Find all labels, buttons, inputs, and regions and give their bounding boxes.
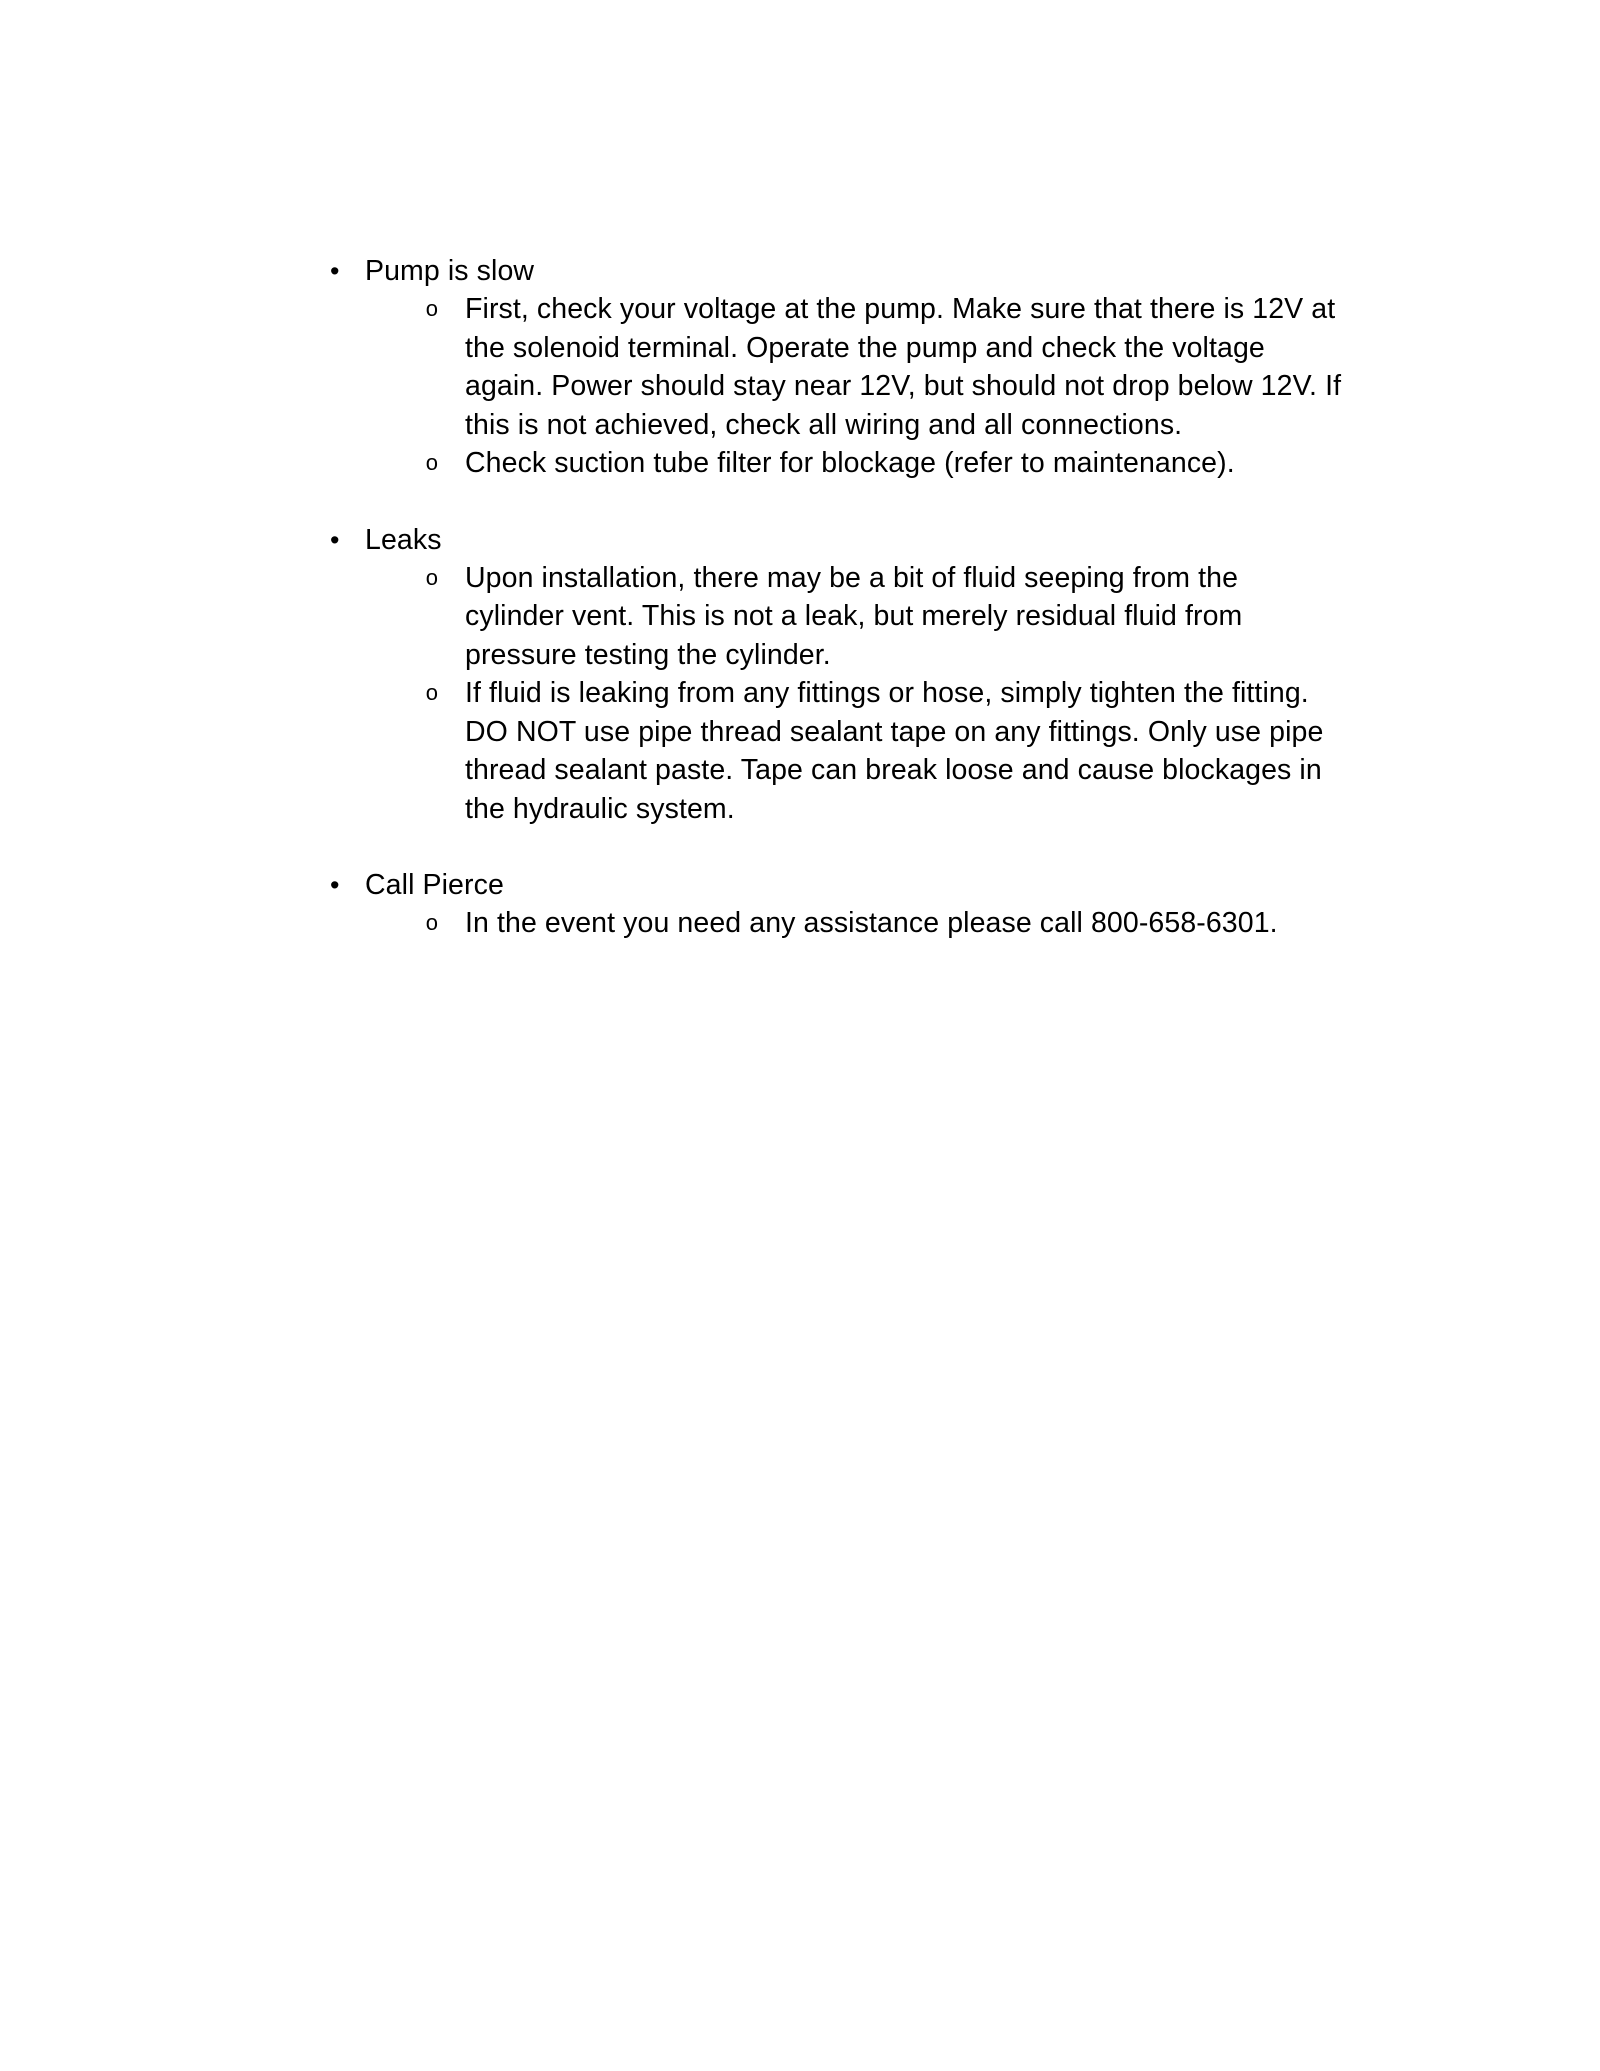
circle-bullet-icon: o <box>425 450 438 475</box>
sub-bullet-text: In the event you need any assistance please call 800-658-6301. <box>465 907 1278 939</box>
sub-bullet-list <box>318 290 1418 483</box>
disc-bullet-icon: • <box>330 870 340 900</box>
disc-bullet-icon: • <box>330 256 340 286</box>
sub-bullet-item <box>318 444 1418 483</box>
sub-bullet-item <box>318 559 1418 675</box>
section-heading: Leaks <box>365 523 442 556</box>
sub-bullet-item <box>318 290 1418 444</box>
circle-bullet-icon: o <box>425 296 438 321</box>
section-pump-is-slow <box>318 252 1418 483</box>
sub-bullet-text: If fluid is leaking from any fittings or hose, simply tighten the fitting. DO NOT use pipe thread sealant tape on any fittings. Only use pipe thread sealant paste. Tape can break loose and cause blockages in the hydraulic system. <box>465 677 1324 825</box>
section-leaks <box>318 521 1418 829</box>
circle-bullet-icon: o <box>425 910 438 935</box>
sub-bullet-item <box>318 674 1418 828</box>
section-call-pierce <box>318 866 1418 943</box>
bullet-item-heading <box>318 252 1418 290</box>
circle-bullet-icon: o <box>425 564 438 590</box>
sub-bullet-list <box>318 559 1418 829</box>
bullet-item-heading <box>318 521 1418 559</box>
disc-bullet-icon: • <box>330 524 340 555</box>
document-body <box>318 252 1418 943</box>
sub-bullet-text: First, check your voltage at the pump. Make sure that there is 12V at the solenoid terminal. Operate the pump and check the voltage again. Power should stay near 12V, but should not drop below 12V. If this is not achieved, check all wiring and all connections. <box>465 293 1342 441</box>
section-heading: Pump is slow <box>365 255 535 287</box>
sub-bullet-text: Check suction tube filter for blockage (refer to maintenance). <box>465 447 1235 479</box>
circle-bullet-icon: o <box>425 680 438 705</box>
bullet-item-heading <box>318 866 1418 904</box>
section-heading: Call Pierce <box>365 869 504 901</box>
sub-bullet-list <box>318 904 1418 943</box>
sub-bullet-text: Upon installation, there may be a bit of fluid seeping from the cylinder vent. This is not a leak, but merely residual fluid from pressure testing the cylinder. <box>465 561 1243 671</box>
sub-bullet-item <box>318 904 1418 943</box>
